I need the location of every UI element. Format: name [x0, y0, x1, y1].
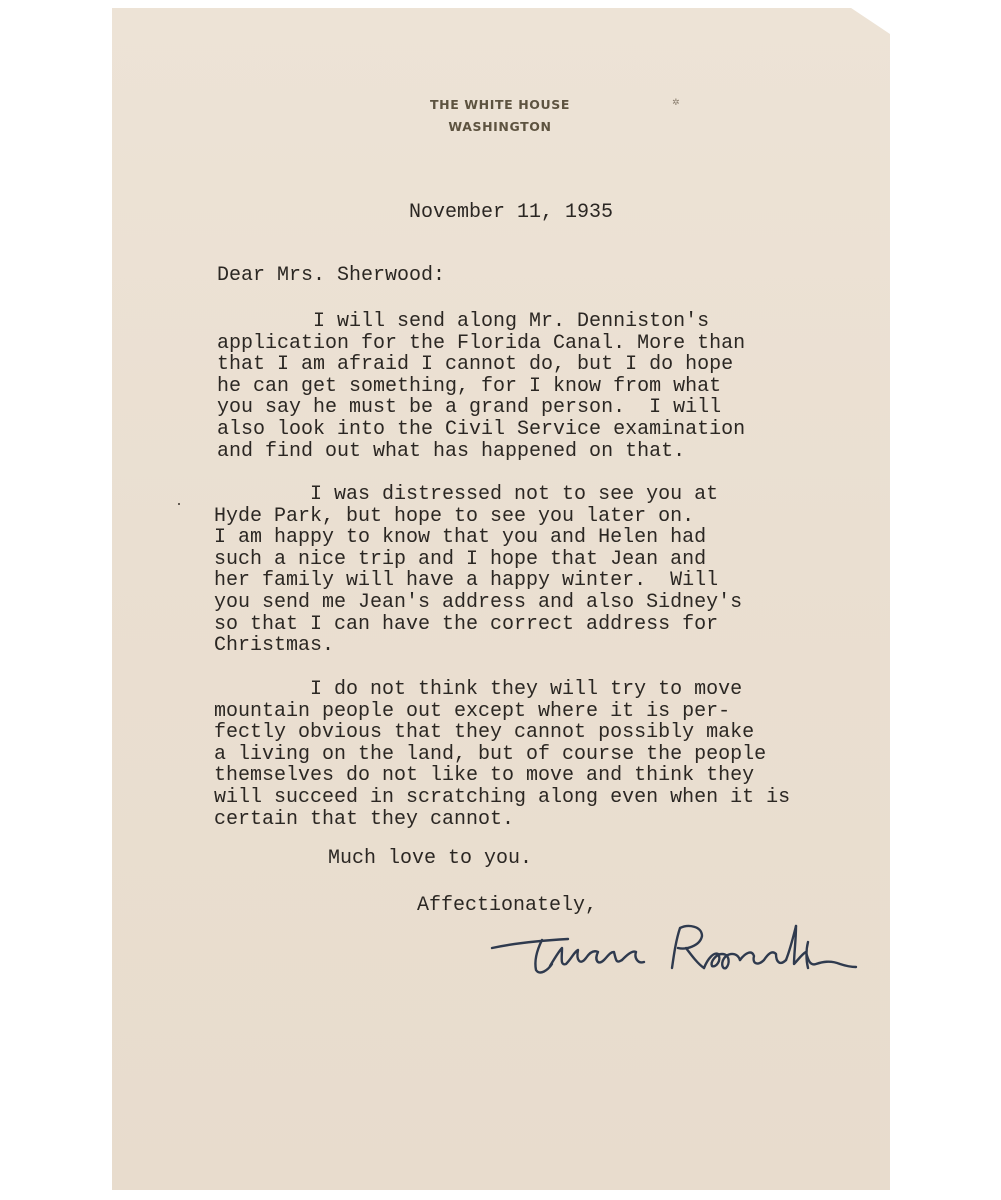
ink-speck	[178, 503, 180, 505]
signature-ink	[492, 926, 856, 972]
letter-date: November 11, 1935	[409, 201, 614, 224]
letterhead-city: WASHINGTON	[448, 119, 552, 134]
paper-mark-icon: ✲	[672, 98, 680, 108]
letter-valediction: Affectionately,	[417, 894, 598, 917]
letterhead-title: THE WHITE HOUSE	[430, 97, 570, 112]
letter-paragraph-3: I do not think they will try to move mountain people out except where it is per- fectly obvious that they cannot possibly make a living on the land, but of course the people themselves do not like to move and think they will succeed in scratching along even when it is certain that they cannot.	[214, 678, 791, 831]
letter-paragraph-2: I was distressed not to see you at Hyde Park, but hope to see you later on. I am happy to know that you and Helen had such a nice trip and I hope that Jean and her family will have a happy winter. Will you send me Jean's address and also Sidney's so that I can have the correct address for Christmas.	[214, 483, 743, 658]
letter-closing-line: Much love to you.	[328, 847, 533, 870]
letter-salutation: Dear Mrs. Sherwood:	[217, 264, 446, 287]
letter-paragraph-1: I will send along Mr. Denniston's application for the Florida Canal. More than that I am afraid I cannot do, but I do hope he can get something, for I know from what you say he must be a grand person. I will also look into the Civil Service examination and find out what has happened on that.	[217, 310, 746, 463]
handwritten-signature	[490, 920, 860, 990]
